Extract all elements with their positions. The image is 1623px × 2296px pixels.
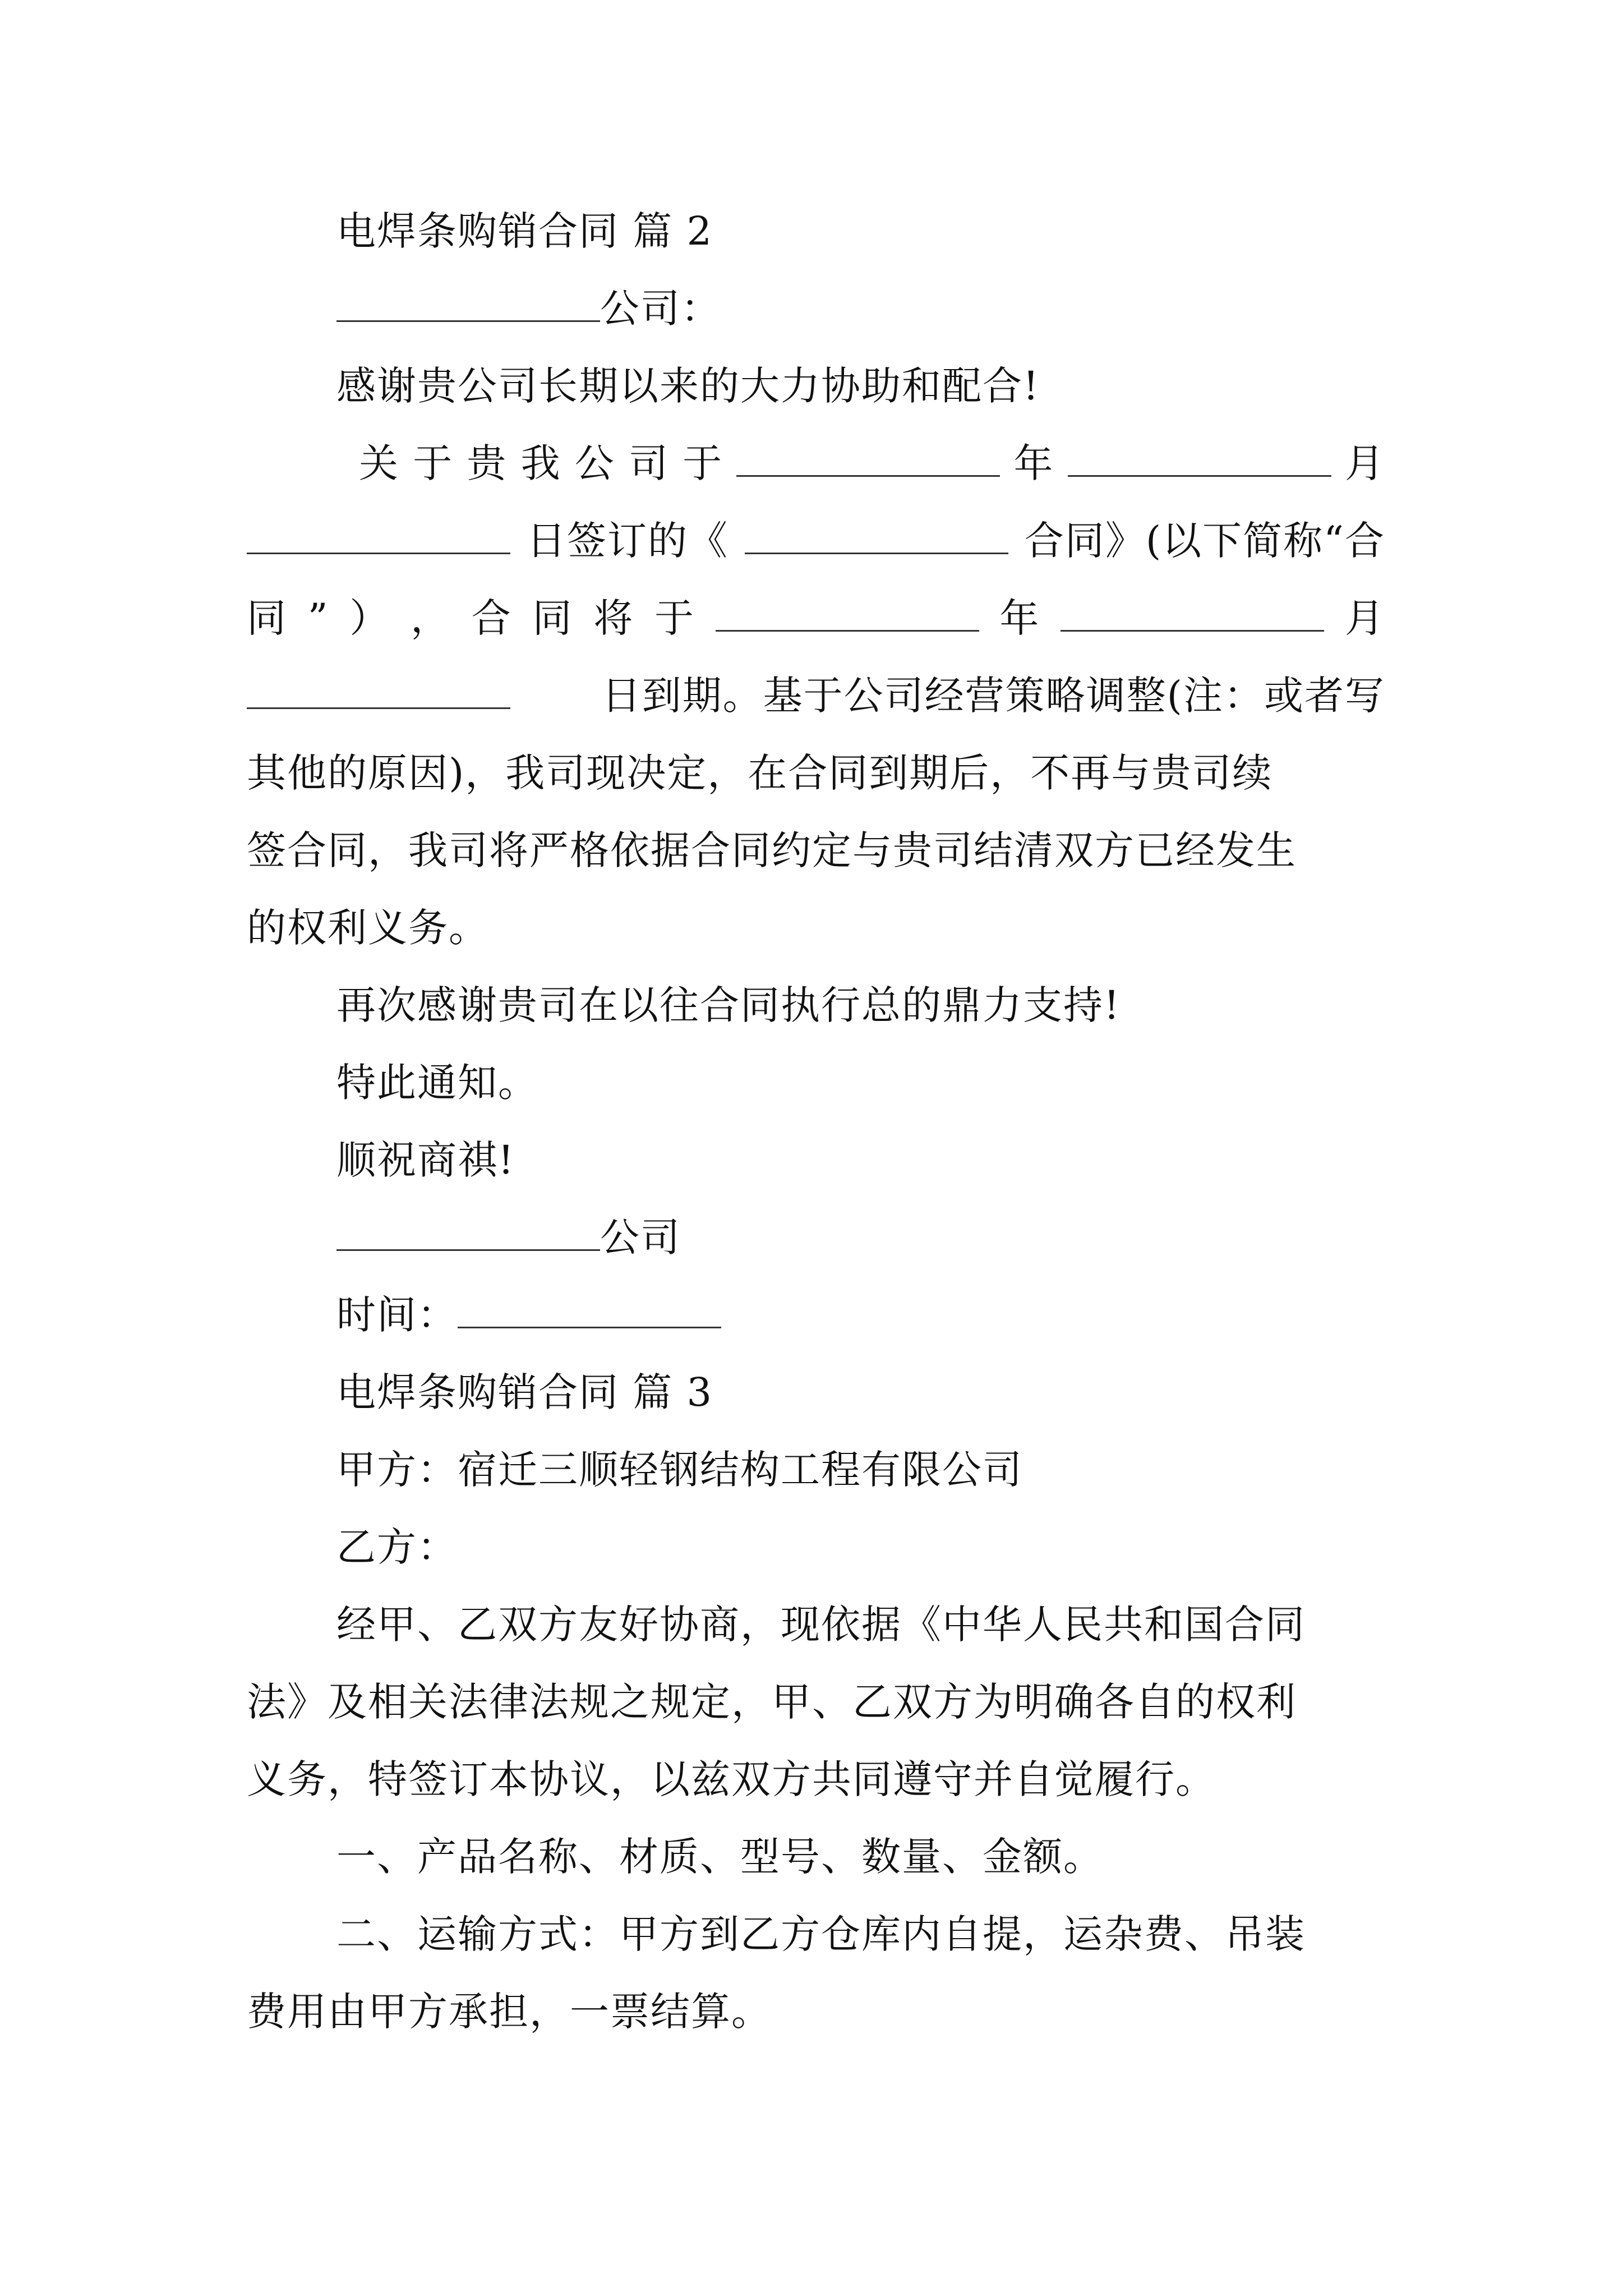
year-blank[interactable] bbox=[736, 441, 1000, 477]
char: 于 bbox=[683, 440, 723, 486]
signature-suffix: 公司 bbox=[600, 1214, 681, 1260]
char: ” bbox=[307, 595, 329, 641]
expiry-month-blank[interactable] bbox=[1061, 596, 1324, 632]
para1-line3 bbox=[247, 590, 1385, 646]
para1-line4 bbox=[247, 668, 1385, 724]
notice: 特此通知。 bbox=[336, 1060, 538, 1106]
intro-line2: 法》及相关法律法规之规定，甲、乙双方为明确各自的权利 bbox=[247, 1679, 1297, 1725]
thanks-again: 再次感谢贵司在以往合同执行总的鼎力支持! bbox=[336, 982, 1121, 1028]
time-line bbox=[336, 1287, 1385, 1343]
char: ） bbox=[349, 595, 390, 641]
company-name-blank[interactable] bbox=[336, 287, 600, 322]
char: 同 bbox=[247, 595, 287, 641]
month-label: 月 bbox=[1344, 440, 1385, 486]
char: ， bbox=[411, 595, 451, 641]
item-2-line2: 费用由甲方承担，一票结算。 bbox=[247, 1989, 772, 2035]
char: 公 bbox=[574, 440, 615, 486]
time-label: 时间： bbox=[336, 1292, 458, 1338]
intro-line1: 经甲、乙双方友好协商，现依据《中华人民共和国合同 bbox=[336, 1602, 1306, 1648]
addressee-suffix: 公司： bbox=[600, 286, 721, 332]
para1-line7: 的权利义务。 bbox=[247, 905, 489, 951]
contract-text: 合同》(以下简称“合 bbox=[1024, 518, 1385, 564]
item-1: 一、产品名称、材质、型号、数量、金额。 bbox=[336, 1834, 1104, 1880]
char: 于 bbox=[413, 440, 454, 486]
regards: 顺祝商祺! bbox=[336, 1137, 515, 1183]
party-a: 甲方：宿迁三顺轻钢结构工程有限公司 bbox=[336, 1447, 1023, 1493]
year-label: 年 bbox=[1013, 440, 1054, 486]
char: 将 bbox=[593, 595, 634, 641]
month-blank[interactable] bbox=[1068, 441, 1331, 477]
expiry-text: 日到期。基于公司经营策略调整(注：或者写 bbox=[601, 673, 1385, 719]
addressee-line bbox=[336, 280, 1385, 337]
time-blank[interactable] bbox=[458, 1293, 721, 1328]
intro-line3: 义务，特签订本协议，以兹双方共同遵守并自觉履行。 bbox=[247, 1756, 1216, 1802]
char: 司 bbox=[628, 440, 669, 486]
signature-company-blank[interactable] bbox=[336, 1216, 600, 1251]
para1-line2 bbox=[247, 513, 1385, 569]
sign-text: 日签订的《 bbox=[526, 518, 728, 564]
year-label: 年 bbox=[999, 595, 1040, 641]
thanks-line: 感谢贵公司长期以来的大力协助和配合! bbox=[336, 363, 1040, 409]
signature-line bbox=[336, 1209, 1385, 1266]
expiry-year-blank[interactable] bbox=[716, 596, 979, 632]
char: 关 bbox=[359, 440, 399, 486]
day-blank[interactable] bbox=[247, 519, 510, 554]
item-2-line1: 二、运输方式：甲方到乙方仓库内自提，运杂费、吊装 bbox=[336, 1911, 1306, 1957]
section-3-title: 电焊条购销合同 篇 3 bbox=[336, 1369, 713, 1415]
char: 我 bbox=[520, 440, 561, 486]
char: 于 bbox=[654, 595, 695, 641]
char: 合 bbox=[471, 595, 512, 641]
expiry-day-blank[interactable] bbox=[247, 674, 510, 709]
contract-name-blank[interactable] bbox=[745, 519, 1008, 554]
party-b: 乙方： bbox=[336, 1524, 458, 1570]
month-label: 月 bbox=[1344, 595, 1385, 641]
char: 贵 bbox=[467, 440, 508, 486]
section-2-title: 电焊条购销合同 篇 2 bbox=[336, 208, 713, 254]
char: 同 bbox=[532, 595, 573, 641]
para1-line5: 其他的原因)，我司现决定，在合同到期后，不再与贵司续 bbox=[247, 750, 1273, 796]
para1-line6: 签合同，我司将严格依据合同约定与贵司结清双方已经发生 bbox=[247, 827, 1297, 873]
para1-line1 bbox=[359, 435, 1385, 491]
